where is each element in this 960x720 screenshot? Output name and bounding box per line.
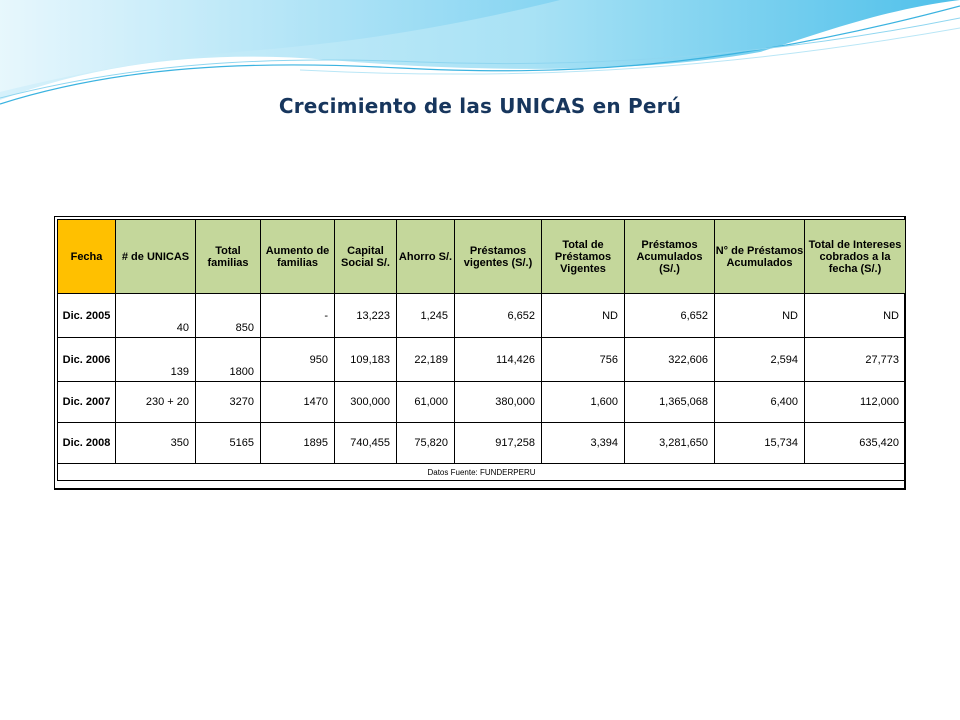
table-cell: 40 [116,294,196,338]
table-cell: 61,000 [397,382,455,423]
table-cell: 756 [542,338,625,382]
table-row [58,294,906,338]
table-cell: 6,652 [625,294,715,338]
table-cell: 300,000 [335,382,397,423]
table-cell: 22,189 [397,338,455,382]
table-cell: 350 [116,423,196,464]
table-cell: 1800 [196,338,261,382]
table-cell: 6,652 [455,294,542,338]
column-header: Préstamos vigentes (S/.) [455,220,542,294]
table-cell: 27,773 [805,338,906,382]
table-cell: ND [715,294,805,338]
table-row [58,338,906,382]
table-cell: 917,258 [455,423,542,464]
table-cell: 3,394 [542,423,625,464]
date-cell: Dic. 2008 [58,423,116,464]
date-cell: Dic. 2006 [58,338,116,382]
table-cell: 1470 [261,382,335,423]
column-header: Capital Social S/. [335,220,397,294]
table-cell: 950 [261,338,335,382]
table-cell: 3,281,650 [625,423,715,464]
column-header: Total de Intereses cobrados a la fecha (S/.) [805,220,906,294]
table-cell: 3270 [196,382,261,423]
table-cell: ND [542,294,625,338]
table-cell: 1,245 [397,294,455,338]
slide-title: Crecimiento de las UNICAS en Perú [278,94,682,118]
table-cell: 2,594 [715,338,805,382]
table-cell: 109,183 [335,338,397,382]
column-header: Préstamos Acumulados (S/.) [625,220,715,294]
table-cell: 635,420 [805,423,906,464]
table-cell: ND [805,294,906,338]
table-cell: 13,223 [335,294,397,338]
date-cell: Dic. 2005 [58,294,116,338]
column-header: N° de Préstamos Acumulados [715,220,805,294]
column-header: Fecha [58,220,116,294]
table-row [58,382,906,423]
source-row [58,464,906,481]
column-header: Ahorro S/. [397,220,455,294]
table-cell: 139 [116,338,196,382]
table-cell: 850 [196,294,261,338]
column-header: Aumento de familias [261,220,335,294]
data-table-frame [54,216,906,490]
column-header: # de UNICAS [116,220,196,294]
unicas-growth-table [57,219,906,481]
header-row [58,220,906,294]
table-cell: 322,606 [625,338,715,382]
table-cell: 1895 [261,423,335,464]
table-cell: 1,600 [542,382,625,423]
column-header: Total familias [196,220,261,294]
table-row [58,423,906,464]
table-cell: 740,455 [335,423,397,464]
table-cell: 5165 [196,423,261,464]
table-cell: 6,400 [715,382,805,423]
data-source-note: Datos Fuente: FUNDERPERU [58,464,906,481]
date-cell: Dic. 2007 [58,382,116,423]
column-header: Total de Préstamos Vigentes [542,220,625,294]
table-cell: 230 + 20 [116,382,196,423]
table-cell: 114,426 [455,338,542,382]
table-cell: 75,820 [397,423,455,464]
table-cell: 1,365,068 [625,382,715,423]
table-cell: 112,000 [805,382,906,423]
table-cell: 15,734 [715,423,805,464]
table-cell: - [261,294,335,338]
table-cell: 380,000 [455,382,542,423]
